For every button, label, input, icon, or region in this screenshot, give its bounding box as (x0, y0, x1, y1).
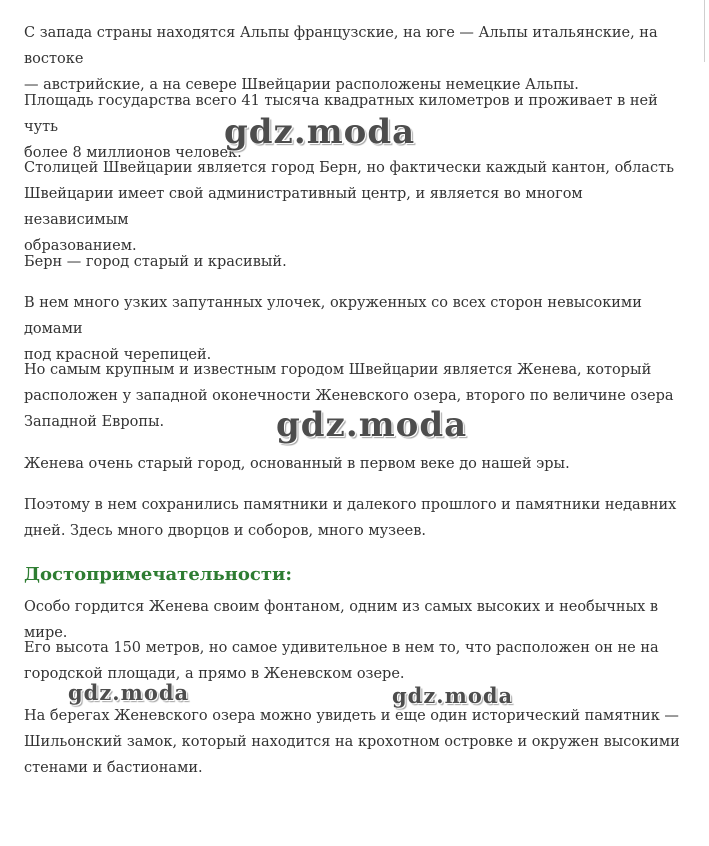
watermark-logo: gdz.moda (276, 405, 468, 445)
watermark-logo: gdz.moda (392, 683, 514, 708)
section-heading: Достопримечательности: (24, 564, 292, 585)
paragraph-alps: С запада страны находятся Альпы французские, на юге — Альпы итальянские, на востоке — австрийские, а на севере Швейцарии расположены немецкие Альпы. (24, 25, 658, 93)
paragraph-fountain-height: Его высота 150 метров, но самое удивительное в нем то, что расположен он не на городской площади, а прямо в Женевском озере. (24, 640, 659, 682)
paragraph-area: Площадь государства всего 41 тысяча квадратных километров и проживает в ней чуть более 8 миллионов человек. (24, 93, 658, 161)
watermark-logo: gdz.moda (224, 112, 416, 152)
paragraph-bern: Берн — город старый и красивый. (24, 254, 287, 270)
paragraph-geneva: Но самым крупным и известным городом Швейцарии является Женева, который расположен у западной оконечности Женевского озера, второго по величине озера Западной Европы. (24, 362, 674, 430)
paragraph-chillon: На берегах Женевского озера можно увидеть и еще один исторический памятник — Шильонский замок, который находится на крохотном островке и окружен высокими стенами и бастионами. (24, 708, 680, 776)
cropped-text-line (130, 0, 460, 2)
page-edge-rule (704, 0, 705, 62)
paragraph-geneva-age: Женева очень старый город, основанный в первом веке до нашей эры. (24, 456, 570, 472)
paragraph-capital: Столицей Швейцарии является город Берн, но фактически каждый кантон, область Швейцарии имеет свой административный центр, и является во многом независимым образованием. (24, 160, 674, 254)
watermark-logo: gdz.moda (68, 680, 190, 705)
paragraph-streets: В нем много узких запутанных улочек, окруженных со всех сторон невысокими домами под красной черепицей. (24, 295, 642, 363)
paragraph-fountain: Особо гордится Женева своим фонтаном, одним из самых высоких и необычных в мире. (24, 599, 659, 641)
paragraph-monuments: Поэтому в нем сохранились памятники и далекого прошлого и памятники недавних дней. Здесь много дворцов и соборов, много музеев. (24, 497, 677, 539)
